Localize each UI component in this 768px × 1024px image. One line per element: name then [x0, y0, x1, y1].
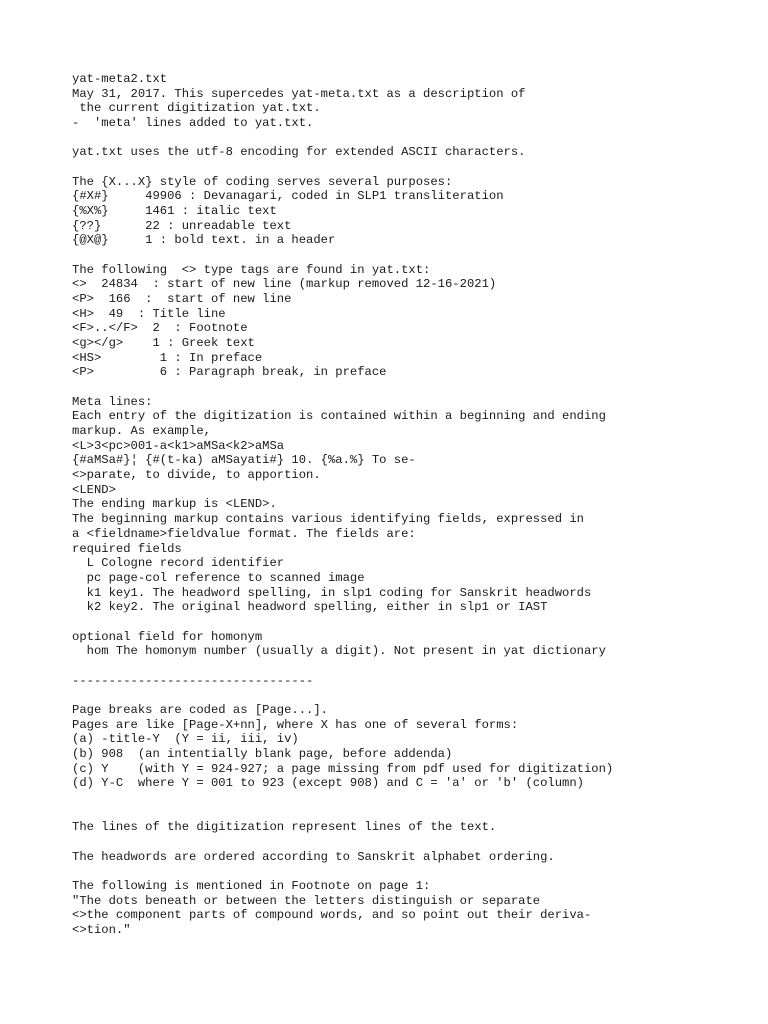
text-line: optional field for homonym [72, 629, 263, 644]
text-line: pc page-col reference to scanned image [72, 570, 365, 585]
text-line [72, 160, 752, 175]
text-line: (d) Y-C where Y = 001 to 923 (except 908) and C = 'a' or 'b' (column) [72, 776, 584, 791]
text-line: <>tion." [72, 922, 131, 937]
text-line: <LEND> [72, 482, 116, 497]
text-line: May 31, 2017. This supercedes yat-meta.txt as a description of [72, 86, 526, 101]
text-line: Meta lines: [72, 394, 153, 409]
text-line [72, 806, 752, 821]
text-line: hom The homonym number (usually a digit). Not present in yat dictionary [72, 644, 606, 659]
text-line: <F>..</F> 2 : Footnote [72, 321, 248, 336]
text-line: "The dots beneath or between the letters distinguish or separate [72, 893, 541, 908]
text-line: (b) 908 (an intentially blank page, before addenda) [72, 746, 453, 761]
text-line: k1 key1. The headword spelling, in slp1 coding for Sanskrit headwords [72, 585, 592, 600]
text-line: {@X@} 1 : bold text. in a header [72, 233, 336, 248]
text-line: {%X%} 1461 : italic text [72, 204, 277, 219]
text-line: markup. As example, [72, 424, 211, 439]
text-line: {#X#} 49906 : Devanagari, coded in SLP1 transliteration [72, 189, 504, 204]
text-line [72, 864, 752, 879]
text-line: <HS> 1 : In preface [72, 350, 263, 365]
document-text [72, 72, 752, 938]
text-line: Each entry of the digitization is contained within a beginning and ending [72, 409, 606, 424]
text-line [72, 688, 752, 703]
text-line: k2 key2. The original headword spelling, either in slp1 or IAST [72, 600, 548, 615]
text-line: Page breaks are coded as [Page...]. [72, 702, 328, 717]
text-line: yat.txt uses the utf-8 encoding for extended ASCII characters. [72, 145, 526, 160]
text-line: (c) Y (with Y = 924-927; a page missing from pdf used for digitization) [72, 761, 614, 776]
text-line: The ending markup is <LEND>. [72, 497, 277, 512]
text-line: {??} 22 : unreadable text [72, 218, 292, 233]
text-line [72, 248, 752, 263]
text-line [72, 615, 752, 630]
text-line [72, 659, 752, 674]
text-line [72, 835, 752, 850]
text-line: The following is mentioned in Footnote on page 1: [72, 878, 431, 893]
text-line: <P> 166 : start of new line [72, 292, 292, 307]
text-line: The following <> type tags are found in yat.txt: [72, 262, 431, 277]
text-line: <L>3<pc>001-a<k1>aMSa<k2>aMSa [72, 438, 285, 453]
text-line [72, 791, 752, 806]
text-line [72, 131, 752, 146]
text-line: The headwords are ordered according to Sanskrit alphabet ordering. [72, 849, 555, 864]
text-line: <>parate, to divide, to apportion. [72, 468, 321, 483]
text-line: {#aMSa#}¦ {#(t-ka) aMSayati#} 10. {%a.%} To se- [72, 453, 416, 468]
text-line: the current digitization yat.txt. [72, 101, 321, 116]
text-line: The beginning markup contains various identifying fields, expressed in [72, 512, 584, 527]
text-line: - 'meta' lines added to yat.txt. [72, 116, 314, 131]
text-line [72, 380, 752, 395]
text-line: L Cologne record identifier [72, 556, 285, 571]
text-line: <H> 49 : Title line [72, 306, 226, 321]
text-line: The lines of the digitization represent lines of the text. [72, 820, 497, 835]
text-line: <> 24834 : start of new line (markup removed 12-16-2021) [72, 277, 497, 292]
text-line: a <fieldname>fieldvalue format. The fields are: [72, 526, 416, 541]
text-line: The {X...X} style of coding serves several purposes: [72, 174, 453, 189]
text-line: <>the component parts of compound words, and so point out their deriva- [72, 908, 592, 923]
text-line: required fields [72, 541, 182, 556]
text-line: <P> 6 : Paragraph break, in preface [72, 365, 387, 380]
text-line: yat-meta2.txt [72, 72, 168, 86]
text-line: (a) -title-Y (Y = ii, iii, iv) [72, 732, 299, 747]
text-line: Pages are like [Page-X+nn], where X has one of several forms: [72, 717, 519, 732]
text-line: --------------------------------- [72, 673, 314, 688]
text-line: <g></g> 1 : Greek text [72, 336, 255, 351]
